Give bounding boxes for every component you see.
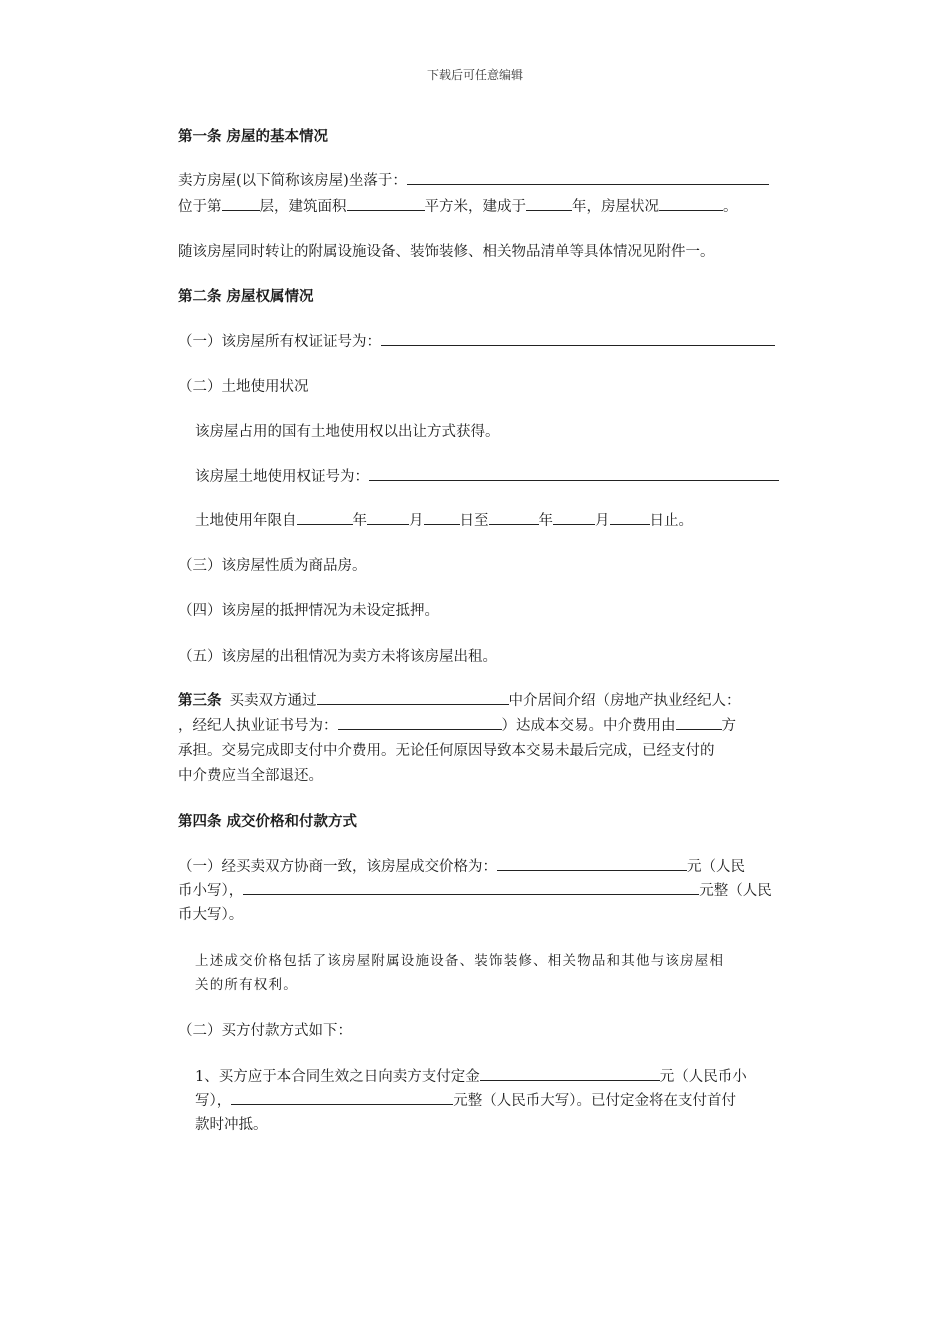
rental-status: （五）该房屋的出租情况为卖方未将该房屋出租。 xyxy=(178,649,497,665)
deposit-numeric-blank[interactable] xyxy=(480,1066,660,1081)
ownership-cert-label: （一）该房屋所有权证证号为： xyxy=(178,334,381,350)
area-label: 层，建筑面积 xyxy=(259,199,347,215)
agency-intro: 买卖双方通过 xyxy=(229,693,317,709)
article-1-title: 第一条 房屋的基本情况 xyxy=(178,128,329,145)
property-nature: （三）该房屋性质为商品房。 xyxy=(178,558,367,574)
day-to-label: 日至 xyxy=(459,513,489,529)
condition-label: 年，房屋状况 xyxy=(572,199,659,215)
agent-cert-label: ，经纪人执业证书号为： xyxy=(178,718,338,734)
page-header-note: 下载后可任意编辑 xyxy=(426,68,523,82)
article-3-line-4: 中介费应当全部退还。 xyxy=(178,768,323,784)
agent-cert-blank[interactable] xyxy=(338,715,502,730)
article-3-label: 第三条 xyxy=(178,692,222,709)
party-label: 方 xyxy=(721,718,736,734)
land-term-label: 土地使用年限自 xyxy=(195,513,297,529)
fee-payer-blank[interactable] xyxy=(676,715,722,730)
month-label: 月 xyxy=(409,513,424,529)
price-words-blank[interactable] xyxy=(243,880,699,895)
deposit-rmb-label: 元（人民币小 xyxy=(659,1069,747,1085)
article-3-line-2 xyxy=(178,715,736,737)
ownership-cert-blank[interactable] xyxy=(381,331,775,346)
yuan-rmb-label: 元（人民 xyxy=(687,859,745,875)
ownership-cert-line xyxy=(178,331,775,353)
article-1-attachments-line: 随该房屋同时转让的附属设施设备、装饰装修、相关物品清单等具体情况见附件一。 xyxy=(178,244,715,260)
deposit-offset-label: 元整（人民币大写）。已付定金将在支付首付 xyxy=(453,1093,736,1109)
end-month-blank[interactable] xyxy=(553,510,595,525)
land-cert-label: 该房屋土地使用权证号为： xyxy=(195,469,369,485)
agent-label: 中介居间介绍（房地产执业经纪人： xyxy=(508,693,741,709)
yuan-whole-label: 元整（人民 xyxy=(699,883,772,899)
built-year-blank[interactable] xyxy=(526,196,572,211)
price-label: （一）经买卖双方协商一致，该房屋成交价格为： xyxy=(178,859,497,875)
deposit-words-blank[interactable] xyxy=(231,1090,453,1105)
price-note-1: 上述成交价格包括了该房屋附属设施设备、装饰装修、相关物品和其他与该房屋相 xyxy=(195,953,725,969)
floor-blank[interactable] xyxy=(222,196,260,211)
location-label: 卖方房屋(以下简称该房屋)坐落于： xyxy=(178,173,407,189)
year-label: 年 xyxy=(538,513,553,529)
agency-blank[interactable] xyxy=(317,690,509,705)
floor-label: 位于第 xyxy=(178,199,222,215)
year-label: 年 xyxy=(352,513,367,529)
end-day-blank[interactable] xyxy=(610,510,650,525)
price-line-1 xyxy=(178,856,745,878)
land-use-method: 该房屋占用的国有土地使用权以出让方式获得。 xyxy=(195,424,500,440)
price-line-3: 币大写）。 xyxy=(178,907,244,923)
article-3-line-1 xyxy=(178,690,741,712)
condition-blank[interactable] xyxy=(659,196,723,211)
article-4-title: 第四条 成交价格和付款方式 xyxy=(178,813,358,830)
price-line-2 xyxy=(178,880,772,902)
article-1-details-line xyxy=(178,196,738,218)
price-numeric-blank[interactable] xyxy=(497,856,687,871)
article-1-location-line xyxy=(178,170,769,192)
built-year-label: 平方米，建成于 xyxy=(424,199,526,215)
end-year-blank[interactable] xyxy=(489,510,539,525)
land-cert-line xyxy=(195,466,779,488)
mortgage-status: （四）该房屋的抵押情况为未设定抵押。 xyxy=(178,603,439,619)
land-cert-blank[interactable] xyxy=(369,466,779,481)
start-month-blank[interactable] xyxy=(367,510,409,525)
area-blank[interactable] xyxy=(347,196,425,211)
price-note-2: 关的所有权利。 xyxy=(195,977,298,993)
location-blank[interactable] xyxy=(407,170,769,185)
month-label: 月 xyxy=(595,513,610,529)
article-2-title: 第二条 房屋权属情况 xyxy=(178,288,314,305)
land-term-line xyxy=(195,510,693,532)
deposit-numeric-end: 写）， xyxy=(195,1093,232,1109)
day-end-label: 日止。 xyxy=(649,513,693,529)
article-3-line-3: 承担。交易完成即支付中介费用。无论任何原因导致本交易未最后完成，已经支付的 xyxy=(178,743,715,759)
land-use-heading: （二）土地使用状况 xyxy=(178,379,309,395)
deposit-line-3: 款时冲抵。 xyxy=(195,1117,268,1133)
numeric-label: 币小写）， xyxy=(178,883,244,899)
payment-method-heading: （二）买方付款方式如下： xyxy=(178,1023,352,1039)
fee-payer-label: ）达成本交易。中介费用由 xyxy=(501,718,676,734)
start-year-blank[interactable] xyxy=(297,510,353,525)
start-day-blank[interactable] xyxy=(424,510,460,525)
period: 。 xyxy=(723,199,738,215)
deposit-label: 1、买方应于本合同生效之日向卖方支付定金 xyxy=(195,1069,480,1085)
deposit-line-1 xyxy=(195,1066,747,1088)
deposit-line-2 xyxy=(195,1090,736,1112)
